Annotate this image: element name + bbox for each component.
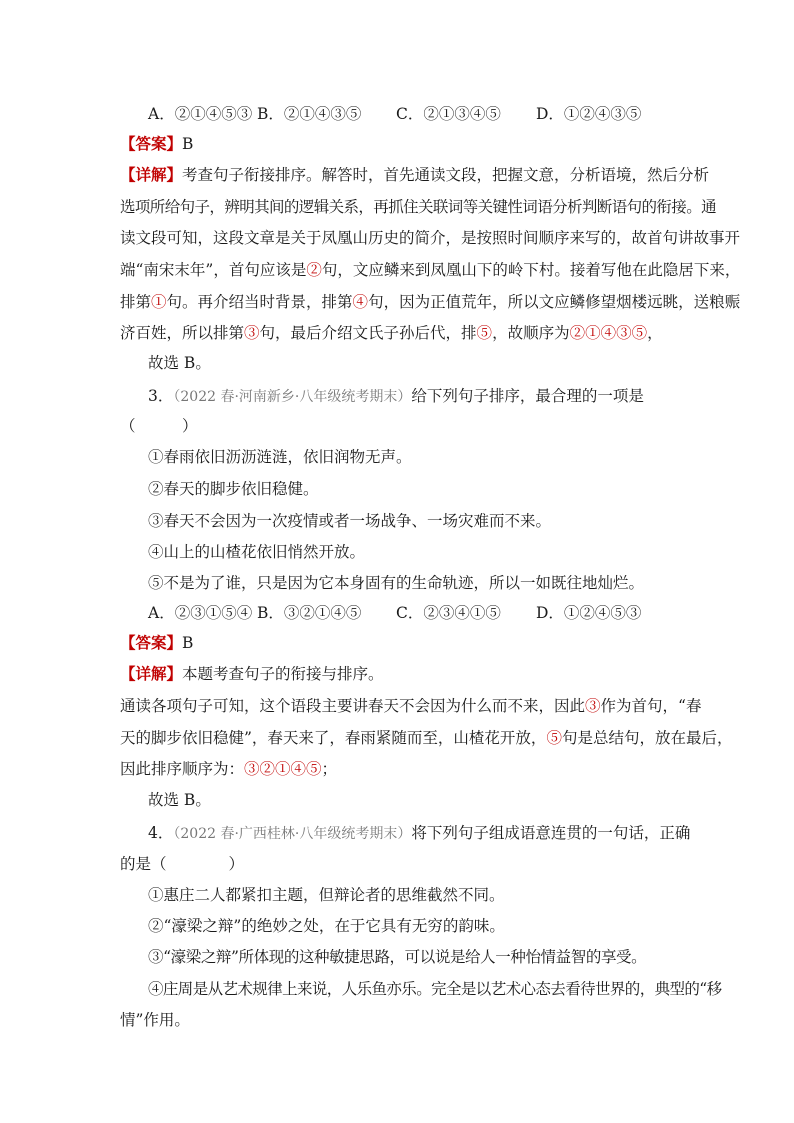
q3-sentence-5: ⑤不是为了谁，只是因为它本身固有的生命轨迹，所以一如既往地灿烂。 — [148, 574, 645, 592]
detail-text: 济百姓，所以排第 — [120, 324, 245, 342]
detail-text: 因此排序顺序为： — [120, 760, 245, 778]
q4-sentence-4-cont: 情”作用。 — [120, 1011, 190, 1029]
q2-option-d: D．①②④③⑤ — [536, 105, 642, 123]
q2-detail-line-1 — [120, 165, 710, 185]
detail-text: 句，文应鳞来到凤凰山下的岭下村。接着写他在此隐居下来， — [321, 261, 741, 279]
detail-text: 天的脚步依旧稳健”，春天来了，春雨紧随而至，山楂花开放， — [120, 729, 547, 747]
highlight: ⑤ — [476, 324, 493, 342]
detail-text: 句。再介绍当时背景，排第 — [166, 293, 353, 311]
detail-text: ，故顺序为 — [492, 324, 570, 342]
q2-detail-line-6 — [120, 323, 680, 343]
q3-sentence-4: ④山上的山楂花依旧悄然开放。 — [148, 543, 366, 561]
q4-sentence-1: ①惠庄二人都紧扣主题，但辩论者的思维截然不同。 — [148, 886, 505, 904]
q3-answer — [120, 633, 680, 653]
q3-sentence-1: ①春雨依旧沥沥涟涟，依旧润物无声。 — [148, 448, 412, 466]
detail-text: 选项所给句子，辨明其间的逻辑关系，再抓住关联词等关键性词语分析判断语句的衔接。通 — [120, 198, 717, 216]
question-number: 4． — [148, 824, 174, 842]
q3-detail-line-3 — [120, 759, 680, 779]
answer-tag: 【答案】 — [120, 134, 183, 153]
q4-sentence-3: ③“濠梁之辩”所体现的这种敏捷思路，可以说是给人一种怡情益智的享受。 — [148, 948, 647, 966]
detail-text: 考查句子衔接排序。解答时，首先通读文段，把握文意，分析语境，然后分析 — [182, 166, 710, 184]
question-number: 3． — [148, 387, 174, 405]
highlight: ② — [306, 261, 322, 279]
q3-detail-line-2 — [120, 728, 733, 748]
q3-option-a: A．②③①⑤④ — [148, 604, 253, 622]
highlight: ④ — [352, 293, 369, 311]
highlight: ②①④③⑤ — [569, 324, 648, 342]
question-source: （2022 春·河南新乡·八年级统考期末） — [173, 389, 412, 405]
q3-sentence-3: ③春天不会因为一次疫情或者一场战争、一场灾难而不来。 — [148, 512, 552, 530]
q2-detail-line-3 — [120, 228, 741, 248]
detail-text: 作为首句，“春 — [600, 697, 702, 715]
highlight: ① — [151, 293, 167, 311]
detail-text: 句，因为正值荒年，所以文应鳞修望烟楼远眺，送粮赈 — [368, 293, 741, 311]
detail-text: 句是总结句，放在最后， — [561, 729, 733, 747]
q3-option-c: C．②③④①⑤ — [396, 604, 501, 622]
q2-option-c: C．②①③④⑤ — [396, 105, 501, 123]
detail-text: 读文段可知，这段文章是关于凤凰山历史的简介，是按照时间顺序来写的，故首句讲故事开 — [120, 229, 741, 247]
detail-text: 排第 — [120, 293, 152, 311]
q2-conclusion: 故选 B。 — [148, 354, 211, 372]
question-source: （2022 春·广西桂林·八年级统考期末） — [173, 826, 412, 842]
detail-text: 句，最后介绍文氏子孙后代，排 — [259, 324, 477, 342]
answer-tag: 【答案】 — [120, 633, 183, 652]
highlight: ⑤ — [546, 729, 562, 747]
detail-text: 端“南宋末年”，首句应该是 — [120, 261, 307, 279]
q3-option-b: B．③②①④⑤ — [257, 604, 362, 622]
detail-text: ， — [647, 324, 663, 342]
q2-answer — [120, 134, 680, 154]
q3-sentence-2: ②春天的脚步依旧稳健。 — [148, 480, 319, 498]
q3-detail-intro — [120, 664, 680, 684]
q2-option-b: B．②①④③⑤ — [257, 105, 362, 123]
detail-tag: 【详解】 — [120, 165, 183, 184]
highlight: ③ — [244, 324, 260, 342]
q2-detail-line-2 — [120, 197, 717, 217]
q3-conclusion: 故选 B。 — [148, 791, 211, 809]
q3-detail-line-1 — [120, 696, 702, 716]
question-text: 将下列句子组成语意连贯的一句话，正确 — [411, 824, 691, 842]
q3-answer-blank: （ ） — [120, 417, 198, 435]
detail-tag: 【详解】 — [120, 664, 183, 683]
q2-detail-line-5 — [120, 292, 741, 312]
answer-value: B — [182, 135, 194, 153]
q3-option-d: D．①②④⑤③ — [536, 604, 642, 622]
highlight: ③②①④⑤ — [244, 760, 322, 778]
q2-detail-line-4 — [120, 260, 741, 280]
highlight: ③ — [585, 697, 601, 715]
detail-text: 通读各项句子可知，这个语段主要讲春天不会因为什么而不来，因此 — [120, 697, 586, 715]
detail-text: ； — [321, 760, 338, 778]
q3-stem — [148, 386, 708, 407]
q4-sentence-2: ②“濠梁之辩”的绝妙之处，在于它具有无穷的韵味。 — [148, 917, 505, 935]
question-text: 给下列句子排序，最合理的一项是 — [411, 387, 644, 405]
q4-stem-cont: 的是（ ） — [120, 855, 245, 873]
q2-option-a: A．②①④⑤③ — [148, 105, 253, 123]
q4-sentence-4: ④庄周是从艺术规律上来说，人乐鱼亦乐。完全是以艺术心态去看待世界的，典型的“移 — [148, 980, 722, 998]
answer-value: B — [182, 634, 194, 652]
q4-stem — [148, 823, 708, 844]
detail-text: 本题考查句子的衔接与排序。 — [182, 665, 384, 683]
